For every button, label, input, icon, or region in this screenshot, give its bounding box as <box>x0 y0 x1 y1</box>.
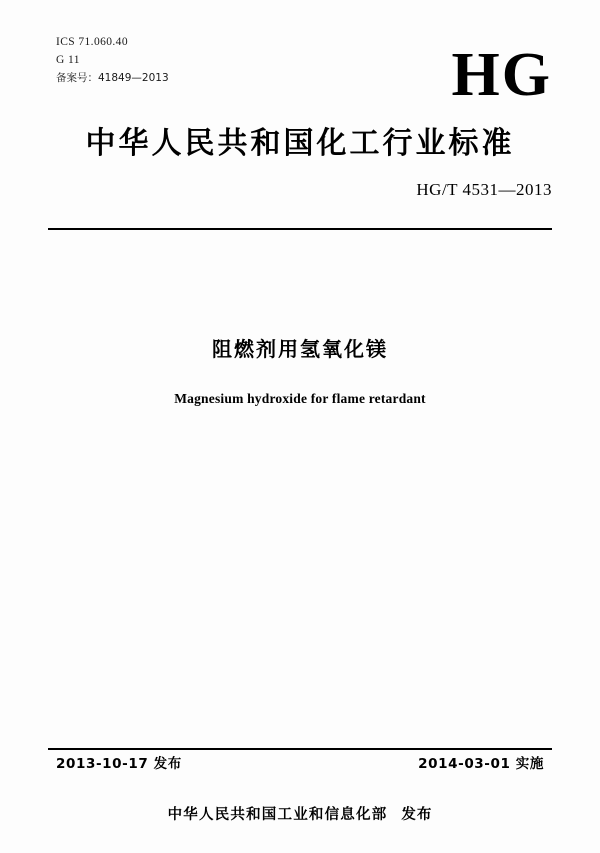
effective-date: 2014-03-01 实施 <box>418 756 544 772</box>
publisher-name: 中华人民共和国工业和信息化部 <box>167 807 388 823</box>
divider-bottom <box>48 748 552 750</box>
divider-top <box>48 228 552 230</box>
ics-block <box>56 34 169 86</box>
document-title-en: Magnesium hydroxide for flame retardant <box>174 391 426 406</box>
publisher-suffix: 发布 <box>401 807 433 823</box>
classification-code: G 11 <box>56 53 80 66</box>
issue-date: 2013-10-17 发布 <box>56 756 182 772</box>
ics-code: ICS 71.060.40 <box>56 36 128 48</box>
document-title-cn: 阻燃剂用氢氧化镁 <box>212 337 388 361</box>
date-row <box>56 752 544 772</box>
series-title: 中华人民共和国化工行业标准 <box>85 126 515 161</box>
record-number: 备案号：41849—2013 <box>56 71 169 84</box>
hg-logo: HG <box>451 41 552 109</box>
standard-number: HG/T 4531—2013 <box>416 180 552 199</box>
publisher-line <box>0 803 600 824</box>
